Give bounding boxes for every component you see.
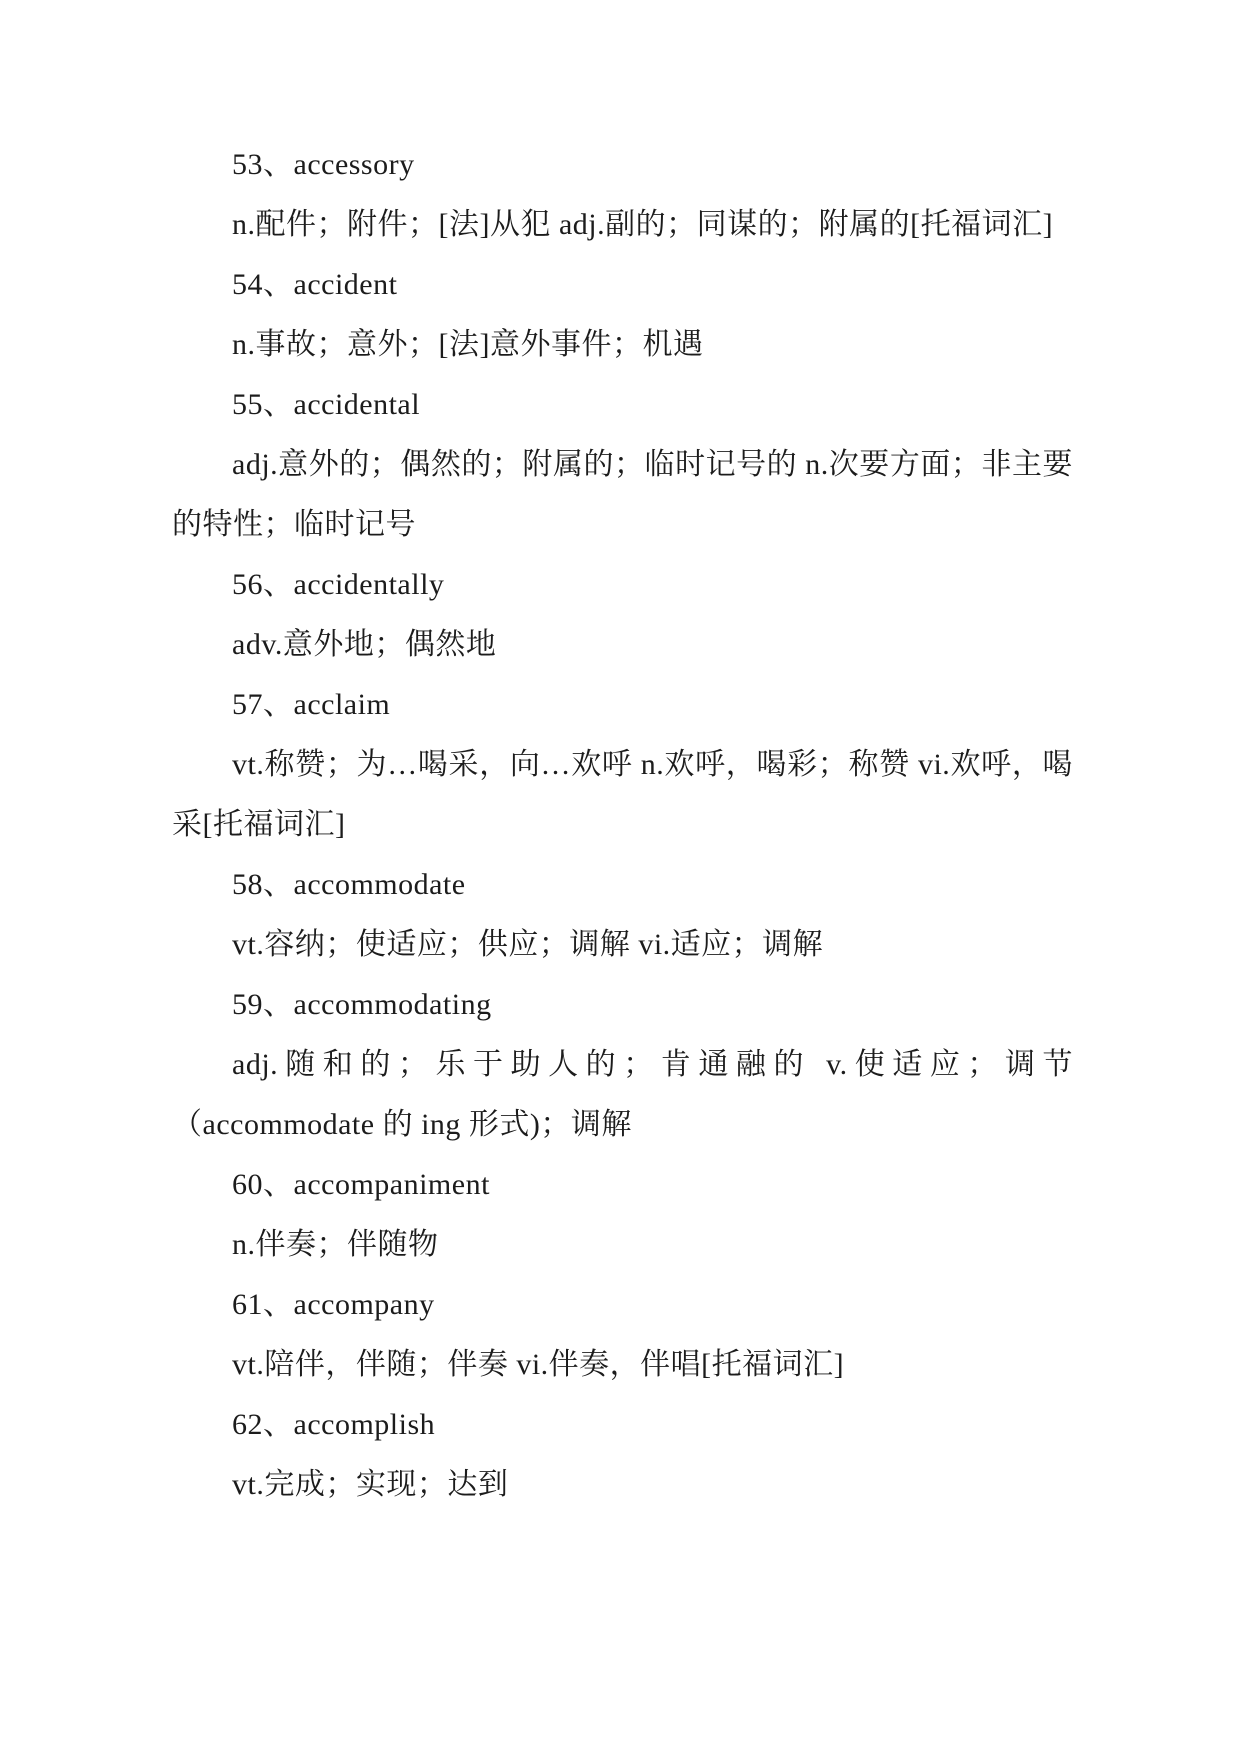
entry-heading: 59、accommodating	[232, 988, 492, 1021]
entry-definition: n.伴奏；伴随物	[232, 1228, 439, 1261]
entry-definition: adj.随和的；乐于助人的；肯通融的 v.使适应；调节（accommodate 的 ing 形式)；调解	[172, 1048, 1073, 1141]
vocab-entry-59	[172, 975, 1073, 1155]
entry-definition: adv.意外地；偶然地	[232, 628, 497, 661]
vocab-entry-62	[172, 1395, 1073, 1515]
entry-definition: vt.陪伴，伴随；伴奏 vi.伴奏，伴唱[托福词汇]	[232, 1348, 845, 1381]
entry-heading: 56、accidentally	[232, 568, 445, 601]
entry-definition: vt.容纳；使适应；供应；调解 vi.适应；调解	[232, 928, 824, 961]
vocab-entry-55	[172, 375, 1073, 555]
entry-definition: adj.意外的；偶然的；附属的；临时记号的 n.次要方面；非主要的特性；临时记号	[172, 448, 1073, 541]
entry-heading: 62、accomplish	[232, 1408, 436, 1441]
entry-heading: 55、accidental	[232, 388, 421, 421]
entry-definition: vt.完成；实现；达到	[232, 1468, 509, 1501]
vocab-entry-56	[172, 555, 1073, 675]
vocab-entry-60	[172, 1155, 1073, 1275]
entry-heading: 60、accompaniment	[232, 1168, 490, 1201]
vocab-entry-61	[172, 1275, 1073, 1395]
entry-heading: 54、accident	[232, 268, 398, 301]
entry-definition: n.事故；意外；[法]意外事件；机遇	[232, 328, 704, 361]
entry-definition: n.配件；附件；[法]从犯 adj.副的；同谋的；附属的[托福词汇]	[232, 208, 1054, 241]
vocab-entry-57	[172, 675, 1073, 855]
entry-heading: 61、accompany	[232, 1288, 435, 1321]
vocab-entry-54	[172, 255, 1073, 375]
vocabulary-list	[172, 135, 1073, 1515]
vocab-entry-53	[172, 135, 1073, 255]
entry-definition: vt.称赞；为…喝采，向…欢呼 n.欢呼，喝彩；称赞 vi.欢呼，喝采[托福词汇]	[172, 748, 1073, 841]
entry-heading: 58、accommodate	[232, 868, 466, 901]
entry-heading: 57、acclaim	[232, 688, 391, 721]
entry-heading: 53、accessory	[232, 148, 415, 181]
vocab-entry-58	[172, 855, 1073, 975]
